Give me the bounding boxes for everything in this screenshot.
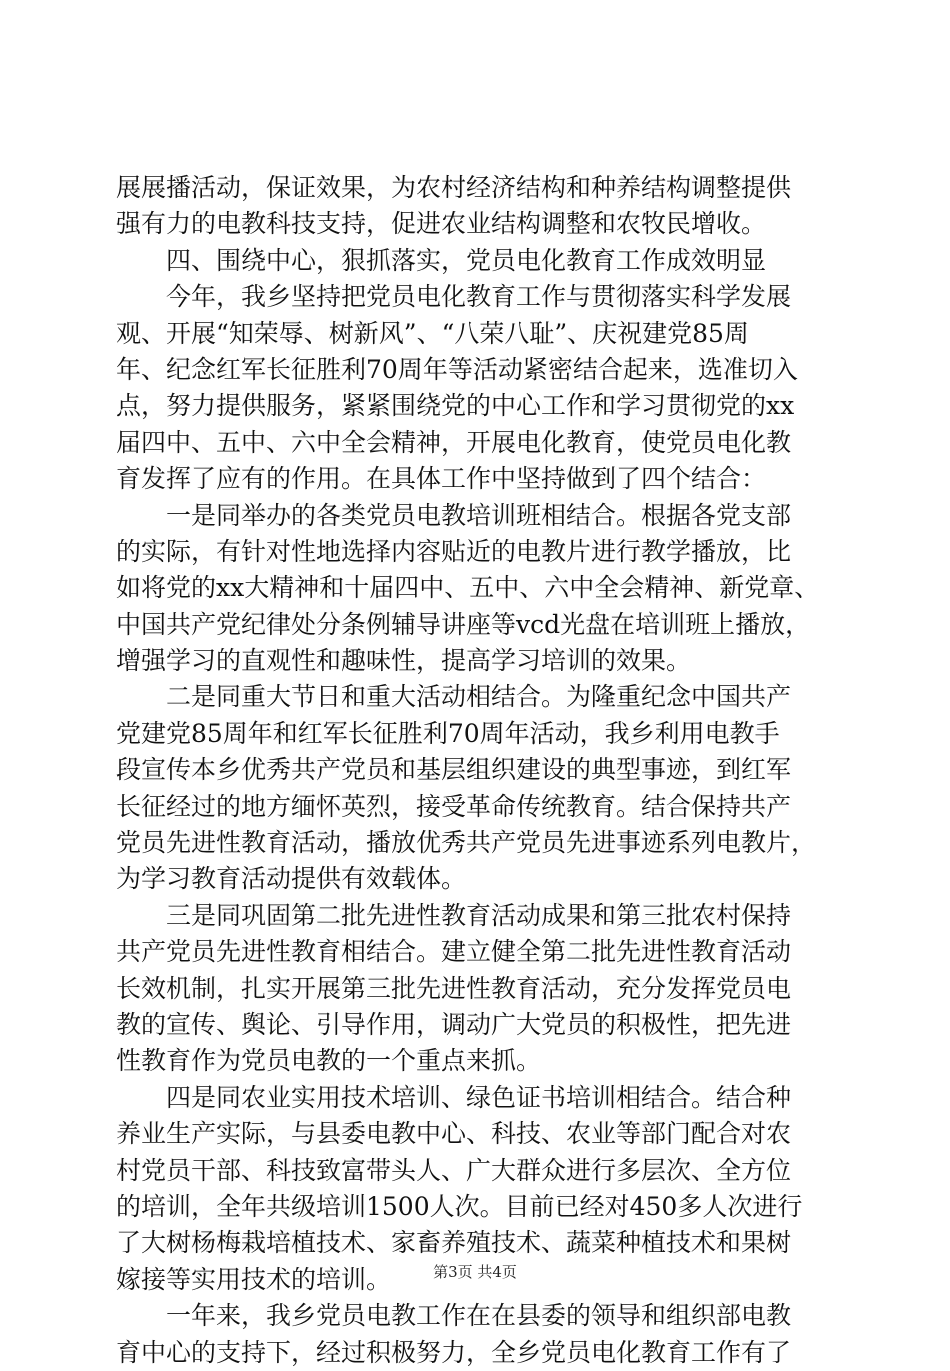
- text-line: 育中心的支持下，经过积极努力，全乡党员电化教育工作有了: [116, 1337, 792, 1367]
- text-line: 今年，我乡坚持把党员电化教育工作与贯彻落实科学发展: [116, 282, 792, 312]
- text-line: 党员先进性教育活动，播放优秀共产党员先进事迹系列电教片，: [116, 828, 817, 858]
- text-line: 的培训，全年共级培训1500人次。目前已经对450多人次进行: [116, 1191, 803, 1221]
- text-line: 长效机制，扎实开展第三批先进性教育活动，充分发挥党员电: [116, 973, 792, 1003]
- text-line: 了大树杨梅栽培植技术、家畜养殖技术、蔬菜种植技术和果树: [116, 1228, 792, 1258]
- text-line: 四是同农业实用技术培训、绿色证书培训相结合。结合种: [116, 1082, 792, 1112]
- text-line: 养业生产实际，与县委电教中心、科技、农业等部门配合对农: [116, 1119, 792, 1149]
- text-line: 增强学习的直观性和趣味性，提高学习培训的效果。: [116, 646, 692, 676]
- text-line: 年、纪念红军长征胜利70周年等活动紧密结合起来，选准切入: [116, 354, 798, 384]
- text-line: 展展播活动，保证效果，为农村经济结构和种养结构调整提供: [116, 173, 792, 202]
- text-line: 性教育作为党员电教的一个重点来抓。: [116, 1046, 542, 1076]
- section-heading: 四、围绕中心，狠抓落实，党员电化教育工作成效明显: [116, 245, 767, 275]
- text-line: 点，努力提供服务，紧紧围绕党的中心工作和学习贯彻党的xx: [116, 391, 795, 421]
- text-line: 一年来，我乡党员电教工作在在县委的领导和组织部电教: [116, 1301, 792, 1331]
- text-line: 观、开展“知荣辱、树新风”、“八荣八耻”、庆祝建党85周: [116, 318, 749, 348]
- text-line: 二是同重大节日和重大活动相结合。为隆重纪念中国共产: [116, 682, 792, 712]
- body-text: [116, 170, 836, 1371]
- text-line: 为学习教育活动提供有效载体。: [116, 864, 467, 894]
- text-line: 段宣传本乡优秀共产党员和基层组织建设的典型事迹，到红军: [116, 755, 792, 785]
- text-line: 三是同巩固第二批先进性教育活动成果和第三批农村保持: [116, 900, 792, 930]
- text-line: 一是同举办的各类党员电教培训班相结合。根据各党支部: [116, 500, 792, 530]
- text-line: 村党员干部、科技致富带头人、广大群众进行多层次、全方位: [116, 1155, 792, 1185]
- text-line: 嫁接等实用技术的培训。: [116, 1264, 392, 1294]
- text-line: 长征经过的地方缅怀英烈，接受革命传统教育。结合保持共产: [116, 791, 792, 821]
- text-line: 的实际，有针对性地选择内容贴近的电教片进行教学播放，比: [116, 536, 792, 566]
- page-number-footer: 第3页 共4页: [433, 1263, 517, 1281]
- text-line: 中国共产党纪律处分条例辅导讲座等vcd光盘在培训班上播放，: [116, 609, 811, 639]
- text-line: 党建党85周年和红军长征胜利70周年活动，我乡利用电教手: [116, 718, 780, 748]
- text-line: 届四中、五中、六中全会精神，开展电化教育，使党员电化教: [116, 427, 792, 457]
- text-line: 教的宣传、舆论、引导作用，调动广大党员的积极性，把先进: [116, 1009, 792, 1039]
- text-line: 如将党的xx大精神和十届四中、五中、六中全会精神、新党章、: [116, 573, 820, 603]
- text-line: 育发挥了应有的作用。在具体工作中坚持做到了四个结合：: [116, 464, 767, 494]
- text-line: 强有力的电教科技支持，促进农业结构调整和农牧民增收。: [116, 209, 767, 239]
- text-line: 共产党员先进性教育相结合。建立健全第二批先进性教育活动: [116, 937, 792, 967]
